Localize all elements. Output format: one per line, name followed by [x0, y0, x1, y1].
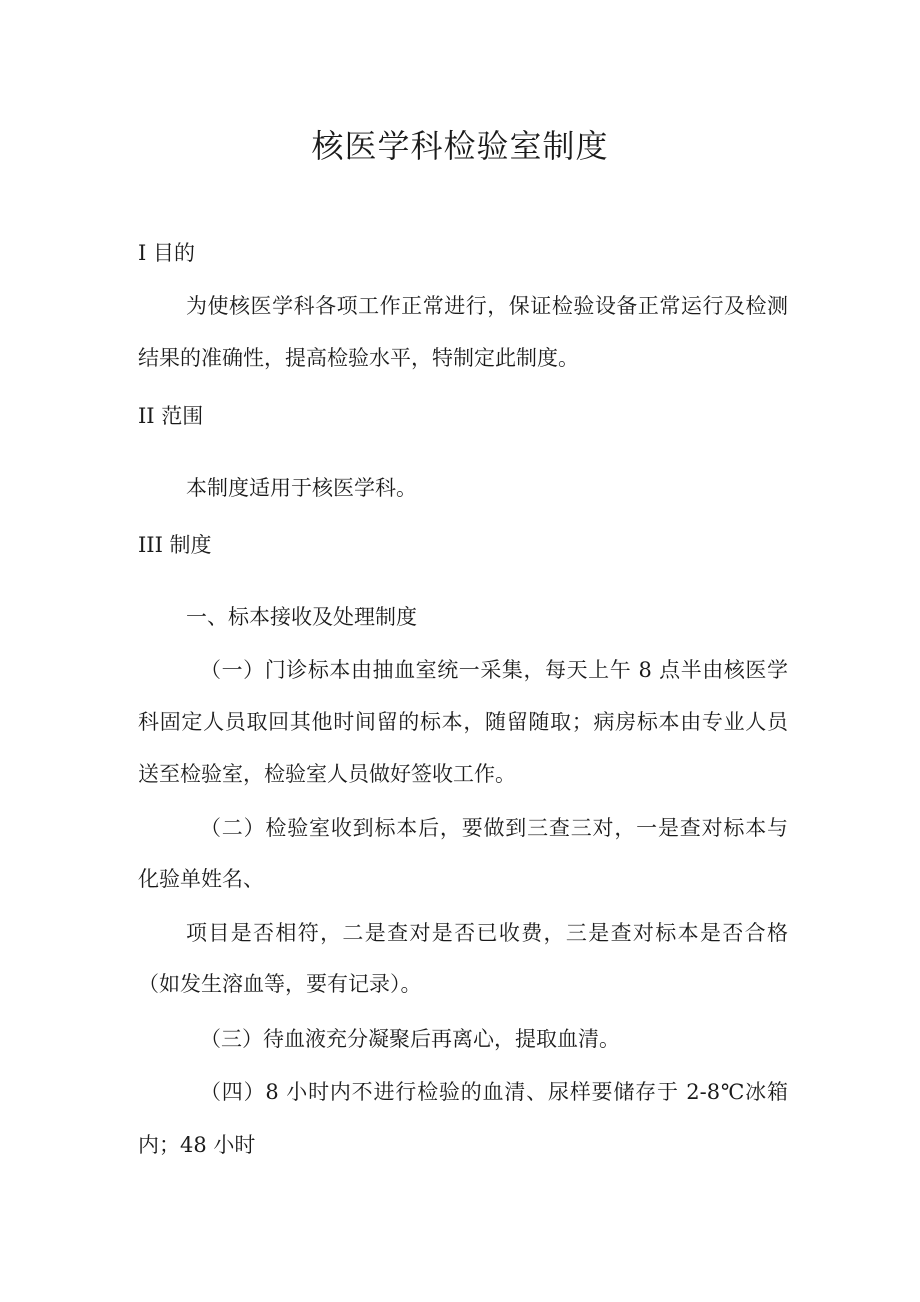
paragraph-line: （如发生溶血等，要有记录）。 — [138, 972, 422, 996]
paragraph-line: 送至检验室，检验室人员做好签收工作。 — [138, 762, 516, 786]
section-heading-purpose: I 目的 — [138, 241, 195, 265]
subsection-heading: 一、标本接收及处理制度 — [186, 605, 417, 629]
paragraph-line: 结果的准确性，提高检验水平，特制定此制度。 — [138, 346, 579, 370]
paragraph-line: 化验单姓名、 — [138, 867, 264, 891]
paragraph-line: 本制度适用于核医学科。 — [186, 476, 417, 500]
section-heading-scope: II 范围 — [138, 404, 204, 428]
paragraph-line: （一）门诊标本由抽血室统一采集，每天上午 8 点半由核医学 — [200, 658, 788, 682]
paragraph-line: 项目是否相符，二是查对是否已收费，三是查对标本是否合格 — [186, 921, 788, 945]
paragraph-line: （四）8 小时内不进行检验的血清、尿样要储存于 2-8℃冰箱 — [200, 1080, 788, 1104]
paragraph-line: （三）待血液充分凝聚后再离心，提取血清。 — [200, 1027, 620, 1051]
paragraph-line: 科固定人员取回其他时间留的标本，随留随取；病房标本由专业人员 — [138, 710, 788, 734]
paragraph-line: （二）检验室收到标本后，要做到三查三对，一是查对标本与 — [200, 816, 788, 840]
paragraph-line: 为使核医学科各项工作正常进行，保证检验设备正常运行及检测 — [186, 294, 788, 318]
paragraph-line: 内；48 小时 — [138, 1133, 256, 1157]
page-title: 核医学科检验室制度 — [311, 127, 609, 165]
section-heading-policy: III 制度 — [138, 533, 212, 557]
